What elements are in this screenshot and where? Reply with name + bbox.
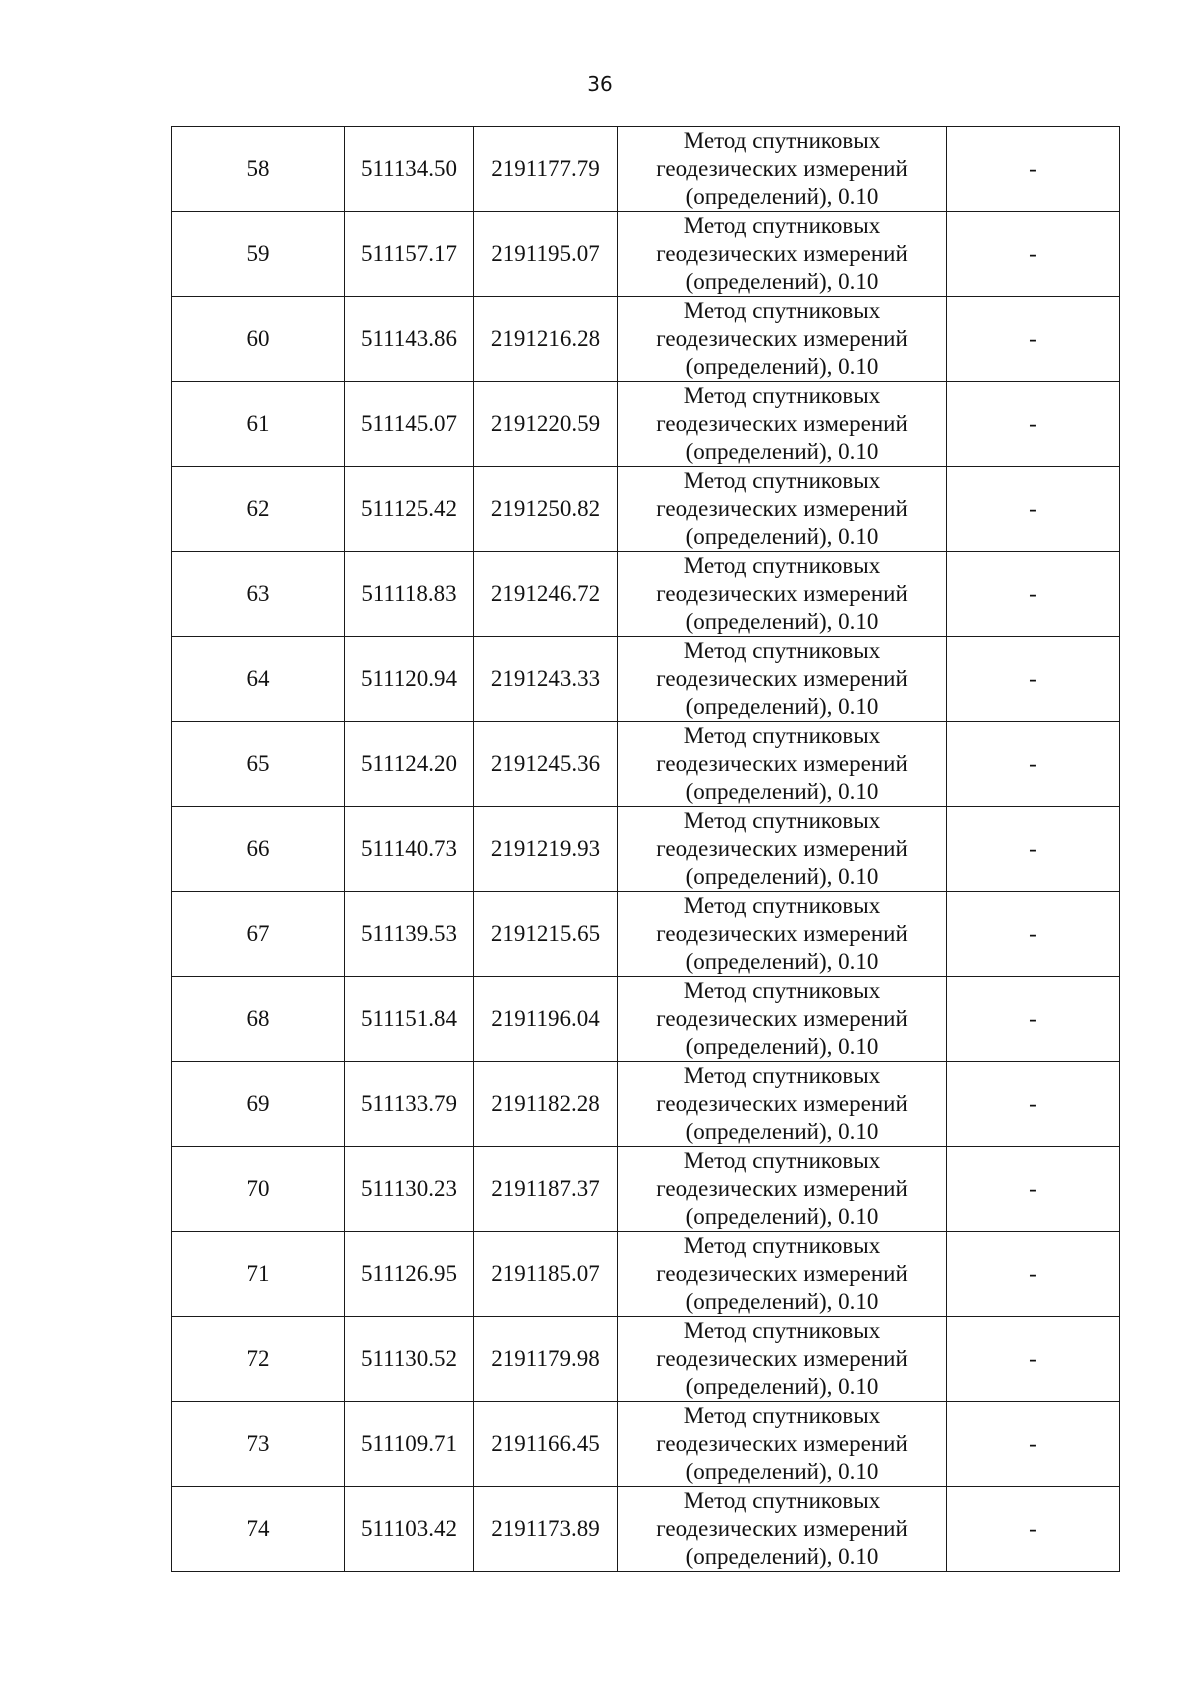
extra-cell: - bbox=[947, 722, 1120, 807]
y-coordinate-cell: 2191215.65 bbox=[474, 892, 618, 977]
method-line-1: Метод спутниковых bbox=[683, 1063, 881, 1088]
table-row bbox=[172, 212, 1120, 297]
y-coordinate-cell: 2191173.89 bbox=[474, 1487, 618, 1572]
extra-cell: - bbox=[947, 1487, 1120, 1572]
y-coordinate-cell: 2191220.59 bbox=[474, 382, 618, 467]
method-line-1: Метод спутниковых bbox=[683, 1318, 881, 1343]
point-number-cell: 67 bbox=[172, 892, 345, 977]
extra-cell: - bbox=[947, 1317, 1120, 1402]
x-coordinate-cell: 511140.73 bbox=[345, 807, 474, 892]
method-line-1: Метод спутниковых bbox=[683, 1403, 881, 1428]
table-row bbox=[172, 297, 1120, 382]
y-coordinate-cell: 2191182.28 bbox=[474, 1062, 618, 1147]
y-coordinate-cell: 2191177.79 bbox=[474, 127, 618, 212]
method-line-2: геодезических измерений bbox=[656, 1261, 908, 1286]
x-coordinate-cell: 511157.17 bbox=[345, 212, 474, 297]
method-line-2: геодезических измерений bbox=[656, 1006, 908, 1031]
method-line-2: геодезических измерений bbox=[656, 496, 908, 521]
extra-cell: - bbox=[947, 552, 1120, 637]
point-number-cell: 74 bbox=[172, 1487, 345, 1572]
method-line-2: геодезических измерений bbox=[656, 836, 908, 861]
method-cell bbox=[618, 722, 947, 807]
method-line-2: геодезических измерений bbox=[656, 666, 908, 691]
point-number-cell: 70 bbox=[172, 1147, 345, 1232]
extra-cell: - bbox=[947, 892, 1120, 977]
method-cell bbox=[618, 1317, 947, 1402]
point-number-cell: 60 bbox=[172, 297, 345, 382]
method-line-3: (определений), 0.10 bbox=[685, 524, 879, 549]
table-row bbox=[172, 892, 1120, 977]
table-row bbox=[172, 1317, 1120, 1402]
method-cell bbox=[618, 1232, 947, 1317]
page-number: 36 bbox=[587, 72, 613, 96]
extra-cell: - bbox=[947, 807, 1120, 892]
extra-cell: - bbox=[947, 1232, 1120, 1317]
method-cell bbox=[618, 1402, 947, 1487]
table-row bbox=[172, 977, 1120, 1062]
point-number-cell: 66 bbox=[172, 807, 345, 892]
method-line-2: геодезических измерений bbox=[656, 156, 908, 181]
table-row bbox=[172, 127, 1120, 212]
point-number-cell: 69 bbox=[172, 1062, 345, 1147]
point-number-cell: 65 bbox=[172, 722, 345, 807]
method-cell bbox=[618, 1487, 947, 1572]
x-coordinate-cell: 511151.84 bbox=[345, 977, 474, 1062]
method-line-2: геодезических измерений bbox=[656, 921, 908, 946]
table-row bbox=[172, 1147, 1120, 1232]
extra-cell: - bbox=[947, 1062, 1120, 1147]
method-line-3: (определений), 0.10 bbox=[685, 1544, 879, 1569]
method-line-3: (определений), 0.10 bbox=[685, 694, 879, 719]
table-row bbox=[172, 1402, 1120, 1487]
method-line-1: Метод спутниковых bbox=[683, 128, 881, 153]
y-coordinate-cell: 2191246.72 bbox=[474, 552, 618, 637]
method-line-1: Метод спутниковых bbox=[683, 213, 881, 238]
x-coordinate-cell: 511133.79 bbox=[345, 1062, 474, 1147]
method-line-1: Метод спутниковых bbox=[683, 553, 881, 578]
table-row bbox=[172, 552, 1120, 637]
method-line-3: (определений), 0.10 bbox=[685, 354, 879, 379]
x-coordinate-cell: 511103.42 bbox=[345, 1487, 474, 1572]
method-cell bbox=[618, 212, 947, 297]
method-line-3: (определений), 0.10 bbox=[685, 1034, 879, 1059]
x-coordinate-cell: 511120.94 bbox=[345, 637, 474, 722]
method-cell bbox=[618, 977, 947, 1062]
table-row bbox=[172, 467, 1120, 552]
method-line-1: Метод спутниковых bbox=[683, 808, 881, 833]
method-line-3: (определений), 0.10 bbox=[685, 439, 879, 464]
method-line-1: Метод спутниковых bbox=[683, 1488, 881, 1513]
table-row bbox=[172, 382, 1120, 467]
method-line-3: (определений), 0.10 bbox=[685, 184, 879, 209]
y-coordinate-cell: 2191219.93 bbox=[474, 807, 618, 892]
y-coordinate-cell: 2191195.07 bbox=[474, 212, 618, 297]
method-line-3: (определений), 0.10 bbox=[685, 269, 879, 294]
method-line-3: (определений), 0.10 bbox=[685, 1204, 879, 1229]
method-line-3: (определений), 0.10 bbox=[685, 609, 879, 634]
y-coordinate-cell: 2191196.04 bbox=[474, 977, 618, 1062]
point-number-cell: 61 bbox=[172, 382, 345, 467]
y-coordinate-cell: 2191243.33 bbox=[474, 637, 618, 722]
y-coordinate-cell: 2191216.28 bbox=[474, 297, 618, 382]
method-cell bbox=[618, 1147, 947, 1232]
method-line-1: Метод спутниковых bbox=[683, 893, 881, 918]
method-line-1: Метод спутниковых bbox=[683, 468, 881, 493]
method-line-1: Метод спутниковых bbox=[683, 978, 881, 1003]
extra-cell: - bbox=[947, 1147, 1120, 1232]
point-number-cell: 64 bbox=[172, 637, 345, 722]
method-cell bbox=[618, 1062, 947, 1147]
method-cell bbox=[618, 552, 947, 637]
method-line-3: (определений), 0.10 bbox=[685, 1459, 879, 1484]
method-line-3: (определений), 0.10 bbox=[685, 949, 879, 974]
point-number-cell: 73 bbox=[172, 1402, 345, 1487]
extra-cell: - bbox=[947, 1402, 1120, 1487]
method-cell bbox=[618, 892, 947, 977]
y-coordinate-cell: 2191250.82 bbox=[474, 467, 618, 552]
method-cell bbox=[618, 382, 947, 467]
x-coordinate-cell: 511130.52 bbox=[345, 1317, 474, 1402]
method-line-3: (определений), 0.10 bbox=[685, 779, 879, 804]
x-coordinate-cell: 511145.07 bbox=[345, 382, 474, 467]
coordinates-table-body bbox=[172, 127, 1120, 1572]
method-line-3: (определений), 0.10 bbox=[685, 1289, 879, 1314]
point-number-cell: 58 bbox=[172, 127, 345, 212]
x-coordinate-cell: 511134.50 bbox=[345, 127, 474, 212]
extra-cell: - bbox=[947, 637, 1120, 722]
method-line-2: геодезических измерений bbox=[656, 326, 908, 351]
method-line-3: (определений), 0.10 bbox=[685, 864, 879, 889]
x-coordinate-cell: 511109.71 bbox=[345, 1402, 474, 1487]
x-coordinate-cell: 511125.42 bbox=[345, 467, 474, 552]
y-coordinate-cell: 2191185.07 bbox=[474, 1232, 618, 1317]
method-line-2: геодезических измерений bbox=[656, 241, 908, 266]
method-cell bbox=[618, 467, 947, 552]
extra-cell: - bbox=[947, 977, 1120, 1062]
table-row bbox=[172, 637, 1120, 722]
method-line-2: геодезических измерений bbox=[656, 1091, 908, 1116]
x-coordinate-cell: 511126.95 bbox=[345, 1232, 474, 1317]
x-coordinate-cell: 511139.53 bbox=[345, 892, 474, 977]
method-line-2: геодезических измерений bbox=[656, 1176, 908, 1201]
table-row bbox=[172, 1062, 1120, 1147]
x-coordinate-cell: 511130.23 bbox=[345, 1147, 474, 1232]
extra-cell: - bbox=[947, 212, 1120, 297]
coordinates-table bbox=[171, 126, 1120, 1572]
extra-cell: - bbox=[947, 382, 1120, 467]
y-coordinate-cell: 2191187.37 bbox=[474, 1147, 618, 1232]
point-number-cell: 72 bbox=[172, 1317, 345, 1402]
method-cell bbox=[618, 807, 947, 892]
method-line-1: Метод спутниковых bbox=[683, 1233, 881, 1258]
point-number-cell: 71 bbox=[172, 1232, 345, 1317]
method-line-3: (определений), 0.10 bbox=[685, 1119, 879, 1144]
method-line-2: геодезических измерений bbox=[656, 1516, 908, 1541]
method-line-2: геодезических измерений bbox=[656, 751, 908, 776]
method-line-1: Метод спутниковых bbox=[683, 638, 881, 663]
y-coordinate-cell: 2191166.45 bbox=[474, 1402, 618, 1487]
x-coordinate-cell: 511118.83 bbox=[345, 552, 474, 637]
table-row bbox=[172, 1232, 1120, 1317]
method-line-2: геодезических измерений bbox=[656, 1346, 908, 1371]
point-number-cell: 59 bbox=[172, 212, 345, 297]
method-line-1: Метод спутниковых bbox=[683, 723, 881, 748]
method-line-1: Метод спутниковых bbox=[683, 1148, 881, 1173]
method-line-1: Метод спутниковых bbox=[683, 298, 881, 323]
table-row bbox=[172, 807, 1120, 892]
point-number-cell: 63 bbox=[172, 552, 345, 637]
table-row bbox=[172, 1487, 1120, 1572]
y-coordinate-cell: 2191179.98 bbox=[474, 1317, 618, 1402]
method-cell bbox=[618, 297, 947, 382]
point-number-cell: 62 bbox=[172, 467, 345, 552]
x-coordinate-cell: 511124.20 bbox=[345, 722, 474, 807]
point-number-cell: 68 bbox=[172, 977, 345, 1062]
method-line-1: Метод спутниковых bbox=[683, 383, 881, 408]
extra-cell: - bbox=[947, 297, 1120, 382]
table-row bbox=[172, 722, 1120, 807]
x-coordinate-cell: 511143.86 bbox=[345, 297, 474, 382]
extra-cell: - bbox=[947, 467, 1120, 552]
method-cell bbox=[618, 127, 947, 212]
method-line-3: (определений), 0.10 bbox=[685, 1374, 879, 1399]
method-line-2: геодезических измерений bbox=[656, 411, 908, 436]
method-cell bbox=[618, 637, 947, 722]
method-line-2: геодезических измерений bbox=[656, 1431, 908, 1456]
extra-cell: - bbox=[947, 127, 1120, 212]
method-line-2: геодезических измерений bbox=[656, 581, 908, 606]
y-coordinate-cell: 2191245.36 bbox=[474, 722, 618, 807]
